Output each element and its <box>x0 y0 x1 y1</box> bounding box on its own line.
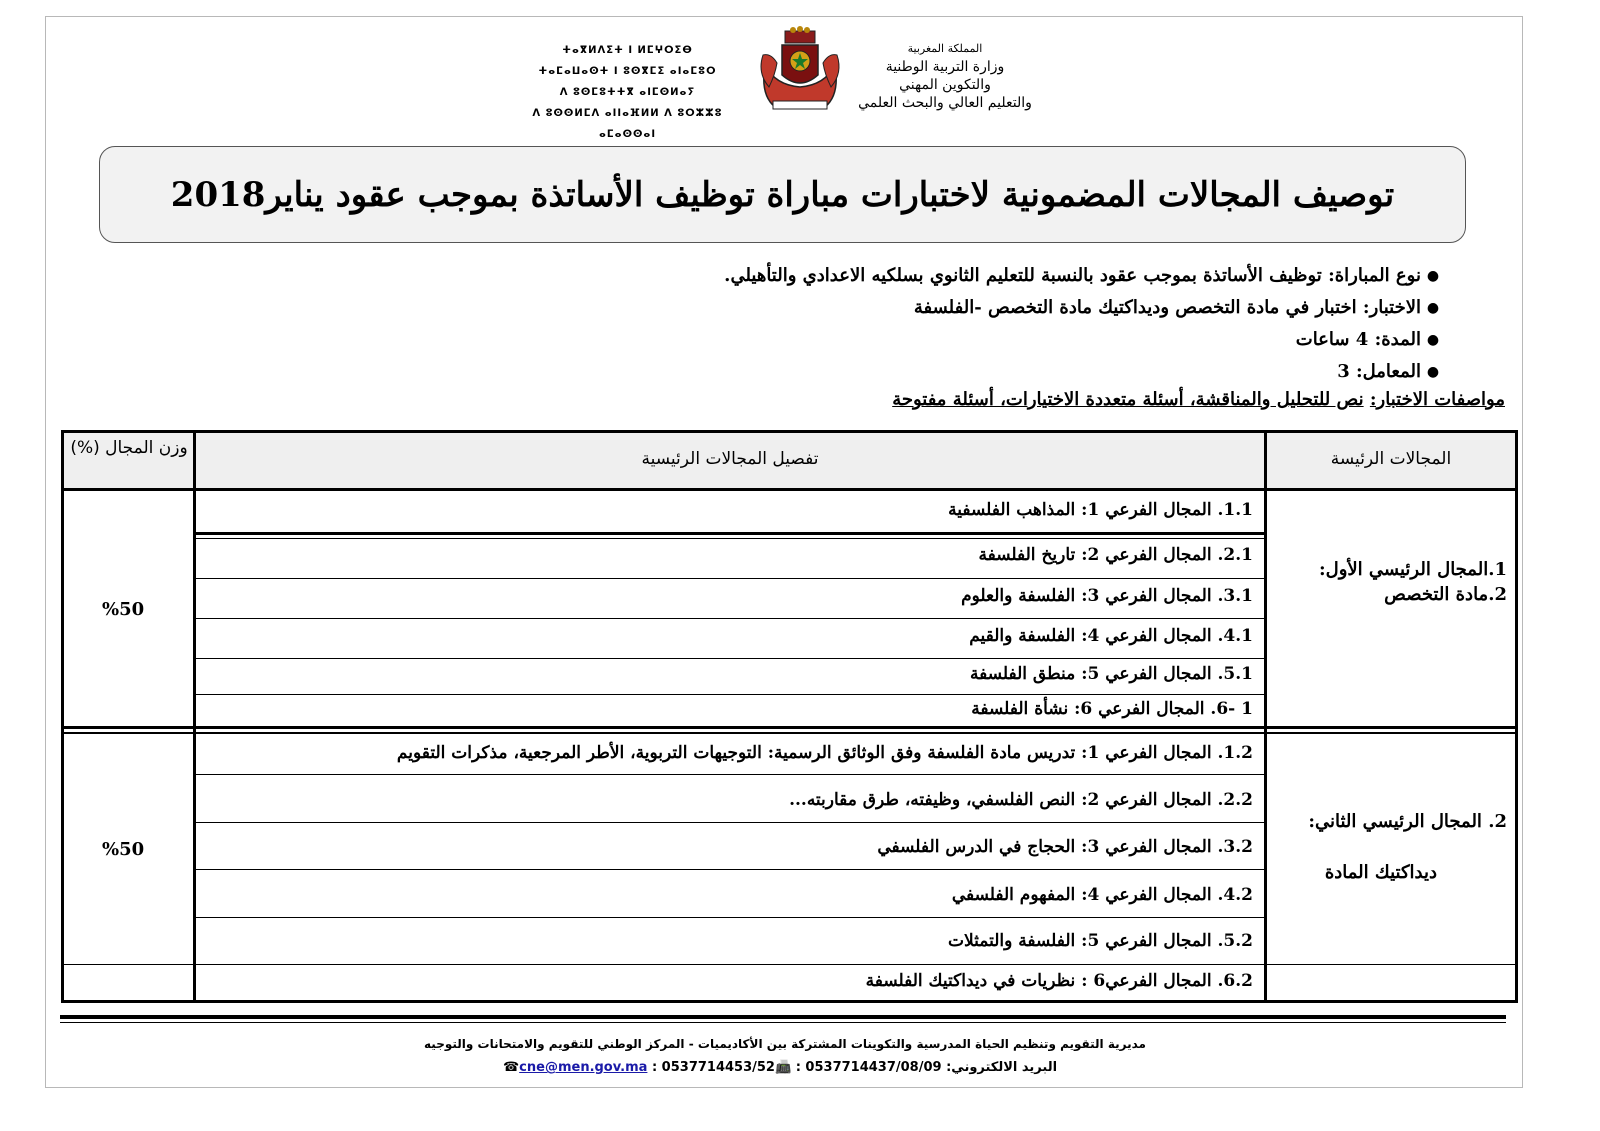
info-item <box>445 324 1445 356</box>
specs-value: نص للتحليل والمناقشة، أسئلة متعددة الاختيارات، أسئلة مفتوحة <box>892 389 1364 410</box>
subdomain-2-4: 4.2. المجال الفرعي 4: المفهوم الفلسفي <box>951 885 1253 905</box>
specs-label: مواصفات الاختبار: <box>1369 389 1505 410</box>
header-line: ⵜⴰⴳⵍⴷⵉⵜ ⵏ ⵍⵎⵖⵔⵉⴱ <box>562 45 693 56</box>
bullet-icon: ● <box>1426 332 1440 348</box>
weight-domain-1: %50 <box>102 599 145 620</box>
subdomain-1-2: 2.1. المجال الفرعي 2: تاريخ الفلسفة <box>978 545 1253 565</box>
main-domain-2-line2: ديداكتيك المادة <box>1324 862 1437 883</box>
header-details: تفصيل المجالات الرئيسية <box>641 449 819 469</box>
row-divider <box>196 658 1264 659</box>
row-divider <box>196 869 1264 870</box>
info-value: اختبار في مادة التخصص وديداكتيك مادة التخصص -الفلسفة <box>913 297 1357 318</box>
subdomain-2-2: 2.2. المجال الفرعي 2: النص الفلسفي، وظيفته، طرق مقاربته... <box>789 790 1253 810</box>
domains-table <box>61 430 1518 1003</box>
info-label: المدة: <box>1374 329 1421 350</box>
header-line: وزارة التربية الوطنية <box>885 59 1005 75</box>
row-divider <box>196 532 1264 535</box>
main-domain-1-line2: 2.مادة التخصص <box>1384 584 1507 605</box>
bullet-icon: ● <box>1426 364 1440 380</box>
row-divider <box>196 538 1264 539</box>
subdomain-2-6: 6.2. المجال الفرعي6 : نظريات في ديداكتيك الفلسفة <box>865 971 1253 991</box>
header-line: ⴷ ⵓⵙⵎⵓⵜⵜⴳ ⴰⵏⵎⵙⵍⴰⵢ <box>559 87 696 98</box>
info-item <box>445 260 1445 292</box>
footer-rule <box>60 1015 1506 1019</box>
subdomain-1-4: 4.1. المجال الفرعي 4: الفلسفة والقيم <box>969 626 1253 646</box>
subdomain-2-3: 3.2. المجال الفرعي 3: الحجاج في الدرس الفلسفي <box>877 837 1253 857</box>
row-divider <box>196 917 1264 918</box>
header-line: ⵜⴰⵎⴰⵡⴰⵙⵜ ⵏ ⵓⵙⴳⵎⵉ ⴰⵏⴰⵎⵓⵔ <box>538 66 717 77</box>
coat-of-arms-icon <box>755 25 845 115</box>
column-divider <box>1264 433 1267 1000</box>
header-line: والتعليم العالي والبحث العلمي <box>858 95 1032 111</box>
subdomain-1-5: 5.1. المجال الفرعي 5: منطق الفلسفة <box>969 664 1253 684</box>
header-divider <box>64 488 1515 491</box>
fax-icon: 📠 <box>774 1060 792 1075</box>
row-divider <box>196 774 1264 775</box>
section-divider <box>64 732 1515 734</box>
exam-specs <box>892 387 1505 413</box>
bullet-icon: ● <box>1426 268 1440 284</box>
exam-info-list <box>445 260 1445 388</box>
phone-number: : 0537714437/08/09 <box>795 1060 942 1075</box>
subdomain-2-1: 1.2. المجال الفرعي 1: تدريس مادة الفلسفة وفق الوثائق الرسمية: التوجيهات التربوية، الأطر المرجعية، مذكرات التقويم <box>396 743 1253 763</box>
ministry-name-tifinagh <box>520 40 735 145</box>
footer-contacts <box>480 1060 1080 1075</box>
ministry-name-arabic <box>840 40 1050 112</box>
subdomain-1-1: 1.1. المجال الفرعي 1: المذاهب الفلسفية <box>948 500 1253 520</box>
info-label: نوع المباراة: <box>1328 265 1421 286</box>
header-line: ⴷ ⵓⵙⵙⵍⵎⴷ ⴰⵏⵏⴰⴼⵍⵍ ⴷ ⵓⵔⵣⵣⵓ ⴰⵎⴰⵙⵙⴰⵏ <box>532 108 723 140</box>
subdomain-2-5: 5.2. المجال الفرعي 5: الفلسفة والتمثلات <box>947 931 1253 951</box>
row-divider <box>196 822 1264 823</box>
header-main-domains: المجالات الرئيسة <box>1330 449 1452 469</box>
title-box <box>99 146 1466 243</box>
footer-directorate: مديرية التقويم وتنظيم الحياة المدرسية والتكوينات المشتركة بين الأكاديميات - المركز الوطني للتقويم والامتحانات والتوجيه <box>424 1037 1146 1051</box>
footer-rule <box>60 1022 1506 1023</box>
row-divider <box>196 694 1264 695</box>
header-line: المملكة المغربية <box>907 42 983 55</box>
main-domain-1-line1: 1.المجال الرئيسي الأول: <box>1318 559 1507 580</box>
info-value: 3 <box>1337 361 1350 382</box>
email-label: البريد الالكتروني: <box>946 1060 1058 1075</box>
info-value: توظيف الأساتذة بموجب عقود بالنسبة للتعليم الثانوي بسلكيه الاعدادي والتأهيلي. <box>724 265 1322 286</box>
row-divider <box>64 964 1515 965</box>
subdomain-1-6: 1 -6. المجال الفرعي 6: نشأة الفلسفة <box>971 699 1253 719</box>
main-domain-2-line1: 2. المجال الرئيسي الثاني: <box>1308 811 1507 832</box>
bullet-icon: ● <box>1426 300 1440 316</box>
header-line: والتكوين المهني <box>899 77 991 93</box>
phone-icon: ☎ <box>502 1060 520 1075</box>
page-title: توصيف المجالات المضمونية لاختبارات مباراة توظيف الأساتذة بموجب عقود يناير2018 <box>170 174 1395 215</box>
fax-number: : 0537714453/52 <box>651 1060 775 1075</box>
weight-domain-2: %50 <box>102 839 145 860</box>
row-divider <box>196 618 1264 619</box>
column-divider <box>193 433 196 1000</box>
email-link[interactable]: cne@men.gov.ma <box>519 1060 648 1075</box>
info-label: الاختبار: <box>1362 297 1421 318</box>
subdomain-1-3: 3.1. المجال الفرعي 3: الفلسفة والعلوم <box>961 586 1253 606</box>
info-item <box>445 356 1445 388</box>
section-divider <box>64 726 1515 729</box>
info-label: المعامل: <box>1356 361 1421 382</box>
row-divider <box>196 578 1264 579</box>
info-item <box>445 292 1445 324</box>
header-weight: وزن المجال (%) <box>70 438 188 458</box>
info-value: 4 ساعات <box>1295 329 1369 350</box>
